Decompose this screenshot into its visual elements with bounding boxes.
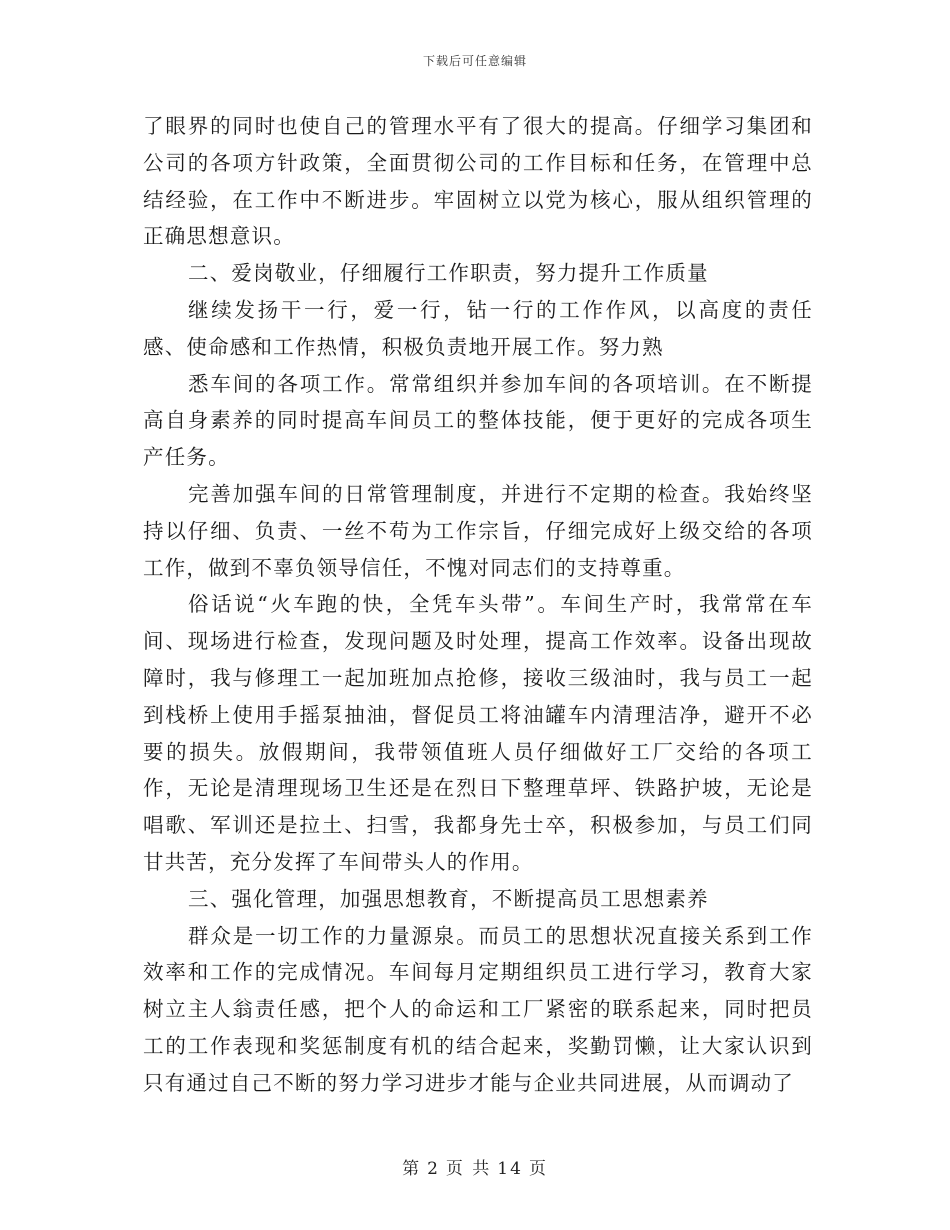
page-header: 下载后可任意编辑 xyxy=(422,54,527,68)
current-page-number: 2 xyxy=(427,1159,440,1179)
footer-prefix: 第 xyxy=(402,1159,422,1179)
paragraph: 完善加强车间的日常管理制度，并进行不定期的检查。我始终坚持以仔细、负责、一丝不苟为工作宗旨，仔细完成好上级交给的各项工作，做到不辜负领导信任，不愧对同志们的支持尊重。 xyxy=(143,481,813,580)
footer-middle: 页 共 xyxy=(445,1159,492,1179)
page-number-footer xyxy=(0,1154,950,1179)
section-heading: 二、爱岗敬业，仔细履行工作职责，努力提升工作质量 xyxy=(188,261,709,286)
paragraph: 悉车间的各项工作。常常组织并参加车间的各项培训。在不断提高自身素养的同时提高车间员工的整体技能，便于更好的完成各项生产任务。 xyxy=(143,371,813,470)
paragraph: 群众是一切工作的力量源泉。而员工的思想状况直接关系到工作效率和工作的完成情况。车间每月定期组织员工进行学习，教育大家树立主人翁责任感，把个人的命运和工厂紧密的联系起来，同时把员工的工作表现和奖惩制度有机的结合起来，奖勤罚懒，让大家认识到只有通过自己不断的努力学习进步才能与企业共同进展，从而调动了 xyxy=(143,923,813,1095)
paragraph: 继续发扬干一行，爱一行，钻一行的工作作风，以高度的责任感、使命感和工作热情，积极负责地开展工作。努力熟 xyxy=(143,297,813,359)
section-heading: 三、强化管理，加强思想教育，不断提高员工思想素养 xyxy=(188,886,709,911)
total-pages-number: 14 xyxy=(497,1159,523,1179)
paragraph: 了眼界的同时也使自己的管理水平有了很大的提高。仔细学习集团和公司的各项方针政策，全面贯彻公司的工作目标和任务，在管理中总结经验，在工作中不断进步。牢固树立以党为核心，服从组织管理的正确思想意识。 xyxy=(143,114,813,249)
footer-suffix: 页 xyxy=(528,1159,548,1179)
paragraph: 俗话说“火车跑的快，全凭车头带”。车间生产时，我常常在车间、现场进行检查，发现问题及时处理，提高工作效率。设备出现故障时，我与修理工一起加班加点抢修，接收三级油时，我与员工一起到栈桥上使用手摇泵抽油，督促员工将油罐车内清理洁净，避开不必要的损失。放假期间，我带领值班人员仔细做好工厂交给的各项工作，无论是清理现场卫生还是在烈日下整理草坪、铁路护坡，无论是唱歌、军训还是拉土、扫雪，我都身先士卒，积极参加，与员工们同甘共苦，充分发挥了车间带头人的作用。 xyxy=(143,592,813,874)
document-body xyxy=(143,108,813,1102)
